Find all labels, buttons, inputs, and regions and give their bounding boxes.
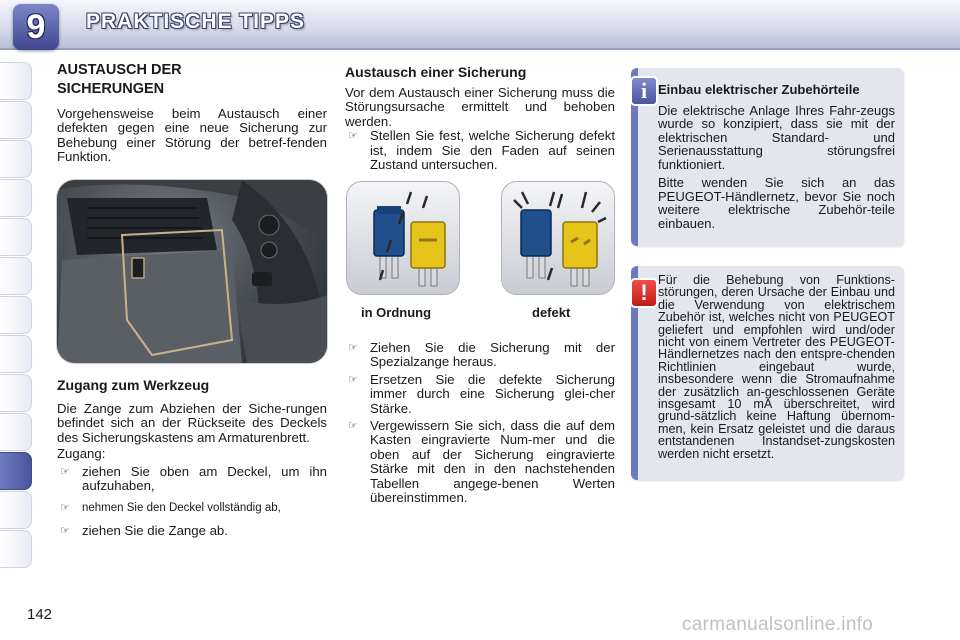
fusebox-photo bbox=[57, 180, 327, 363]
pointing-hand-icon: ☞ bbox=[60, 502, 70, 515]
info-box bbox=[631, 68, 903, 246]
tool-text: Die Zange zum Abziehen der Siche-rungen befindet sich an der Rückseite des Deckels des Sicherungskastens am Armaturenbrett. bbox=[57, 401, 327, 445]
chapter-tab[interactable] bbox=[0, 491, 32, 529]
chapter-tab[interactable] bbox=[0, 335, 32, 373]
intro-text: Vorgehensweise beim Austausch einer defekten gegen eine neue Sicherung zur Behebung einer Störung der betref-fenden Funktion. bbox=[57, 106, 327, 165]
step-text: nehmen Sie den Deckel vollständig ab, bbox=[82, 502, 281, 515]
section-title: Austausch einer Sicherung bbox=[345, 64, 527, 80]
chapter-badge bbox=[13, 4, 59, 50]
tool-title: Zugang zum Werkzeug bbox=[57, 377, 210, 393]
pointing-hand-icon: ☞ bbox=[348, 342, 358, 354]
chapter-tab[interactable] bbox=[0, 374, 32, 412]
chapter-tab[interactable] bbox=[0, 530, 32, 568]
chapter-tab[interactable] bbox=[0, 413, 32, 451]
info-title: Einbau elektrischer Zubehörteile bbox=[658, 82, 860, 97]
list-item bbox=[345, 373, 615, 416]
warning-text: Für die Behebung von Funktions-störungen, deren Ursache der Einbau und die Verwendung von elektrischem Zubehör ist, welches nicht von PEUGEOT geliefert und empfohlen wird und/oder nicht von einem Vertreter des PEUGEOT-Händlernetzes nach den entspre-chenden Richtlinien eingebaut wurde, insbesondere wenn die Stromaufnahme der zusätzlich an-geschlossenen Geräte insgesamt 10 mA überschreitet, wird grund-sätzlich keine Haftung übernom-men, kein Ersatz geleistet und die daraus entstandenen Instandset-zungskosten werden nicht ersetzt. bbox=[658, 273, 895, 461]
exclamation-icon: ! bbox=[630, 278, 658, 308]
chapter-tab[interactable] bbox=[0, 179, 32, 217]
step-text: Ziehen Sie die Sicherung mit der Spezialzange heraus. bbox=[370, 340, 615, 370]
pointing-hand-icon: ☞ bbox=[348, 420, 358, 433]
fuse-defective-drawing bbox=[502, 182, 615, 295]
list-item bbox=[57, 524, 327, 538]
caption-defective: defekt bbox=[532, 305, 571, 320]
tool-section bbox=[57, 376, 327, 538]
step-text: Ersetzen Sie die defekte Sicherung immer durch eine Sicherung glei-cher Stärke. bbox=[370, 371, 615, 416]
list-item bbox=[345, 419, 615, 505]
step-text: Stellen Sie fest, welche Sicherung defekt ist, indem Sie den Faden auf seinen Zustand untersuchen. bbox=[370, 128, 615, 173]
fuse-defective-illustration bbox=[501, 181, 615, 295]
left-column bbox=[57, 61, 327, 165]
pointing-hand-icon: ☞ bbox=[348, 373, 358, 386]
chapter-tab-active[interactable] bbox=[0, 452, 32, 490]
pointing-hand-icon: ☞ bbox=[60, 465, 70, 478]
tool-lead: Zugang: bbox=[57, 446, 106, 462]
chapter-tab[interactable] bbox=[0, 296, 32, 334]
middle-column bbox=[345, 63, 615, 172]
chapter-tab[interactable] bbox=[0, 257, 32, 295]
info-paragraph: Bitte wenden Sie sich an das PEUGEOT-Händlernetz, bevor Sie noch weitere elektrische Zubehör-teile einbauen. bbox=[658, 175, 895, 231]
intro-text: Vor dem Austausch einer Sicherung muss die Störungsursache ermittelt und behoben werden. bbox=[345, 85, 615, 129]
page-number: 142 bbox=[27, 606, 53, 623]
chapter-number: 9 bbox=[26, 8, 46, 46]
chapter-tabs bbox=[0, 62, 32, 569]
pointing-hand-icon: ☞ bbox=[348, 130, 358, 143]
list-item bbox=[345, 129, 615, 172]
list-item bbox=[57, 501, 327, 515]
chapter-tab[interactable] bbox=[0, 101, 32, 139]
page-title: PRAKTISCHE TIPPS bbox=[86, 10, 306, 33]
step-text: Vergewissern Sie sich, dass die auf dem Kasten eingravierte Num-mer und die oben auf der Sicherung eingravierte Stärke mit den in den nachstehenden Tabellen angege-benen Werten übereinstimmen. bbox=[370, 418, 615, 506]
pointing-hand-icon: ☞ bbox=[60, 524, 70, 537]
info-paragraph: Die elektrische Anlage Ihres Fahr-zeugs wurde so konzipiert, dass sie mit der elektrischen Standard- und Serienausstattung störungsfrei funktioniert. bbox=[658, 102, 895, 172]
fuse-ok-drawing bbox=[347, 182, 460, 295]
step-text: ziehen Sie die Zange ab. bbox=[82, 522, 228, 538]
middle-steps bbox=[345, 341, 615, 505]
fuse-ok-illustration bbox=[346, 181, 460, 295]
list-item bbox=[57, 465, 327, 494]
section-title: AUSTAUSCH DER SICHERUNGEN bbox=[57, 62, 182, 97]
chapter-tab[interactable] bbox=[0, 140, 32, 178]
dashboard-illustration bbox=[57, 180, 327, 363]
warning-box bbox=[631, 266, 903, 480]
caption-ok: in Ordnung bbox=[361, 305, 432, 320]
step-text: ziehen Sie oben am Deckel, um ihn aufzuhaben, bbox=[82, 463, 327, 494]
watermark: carmanualsonline.info bbox=[682, 614, 874, 635]
chapter-tab[interactable] bbox=[0, 218, 32, 256]
list-item bbox=[345, 341, 615, 370]
info-icon: i bbox=[630, 76, 658, 106]
chapter-tab[interactable] bbox=[0, 62, 32, 100]
